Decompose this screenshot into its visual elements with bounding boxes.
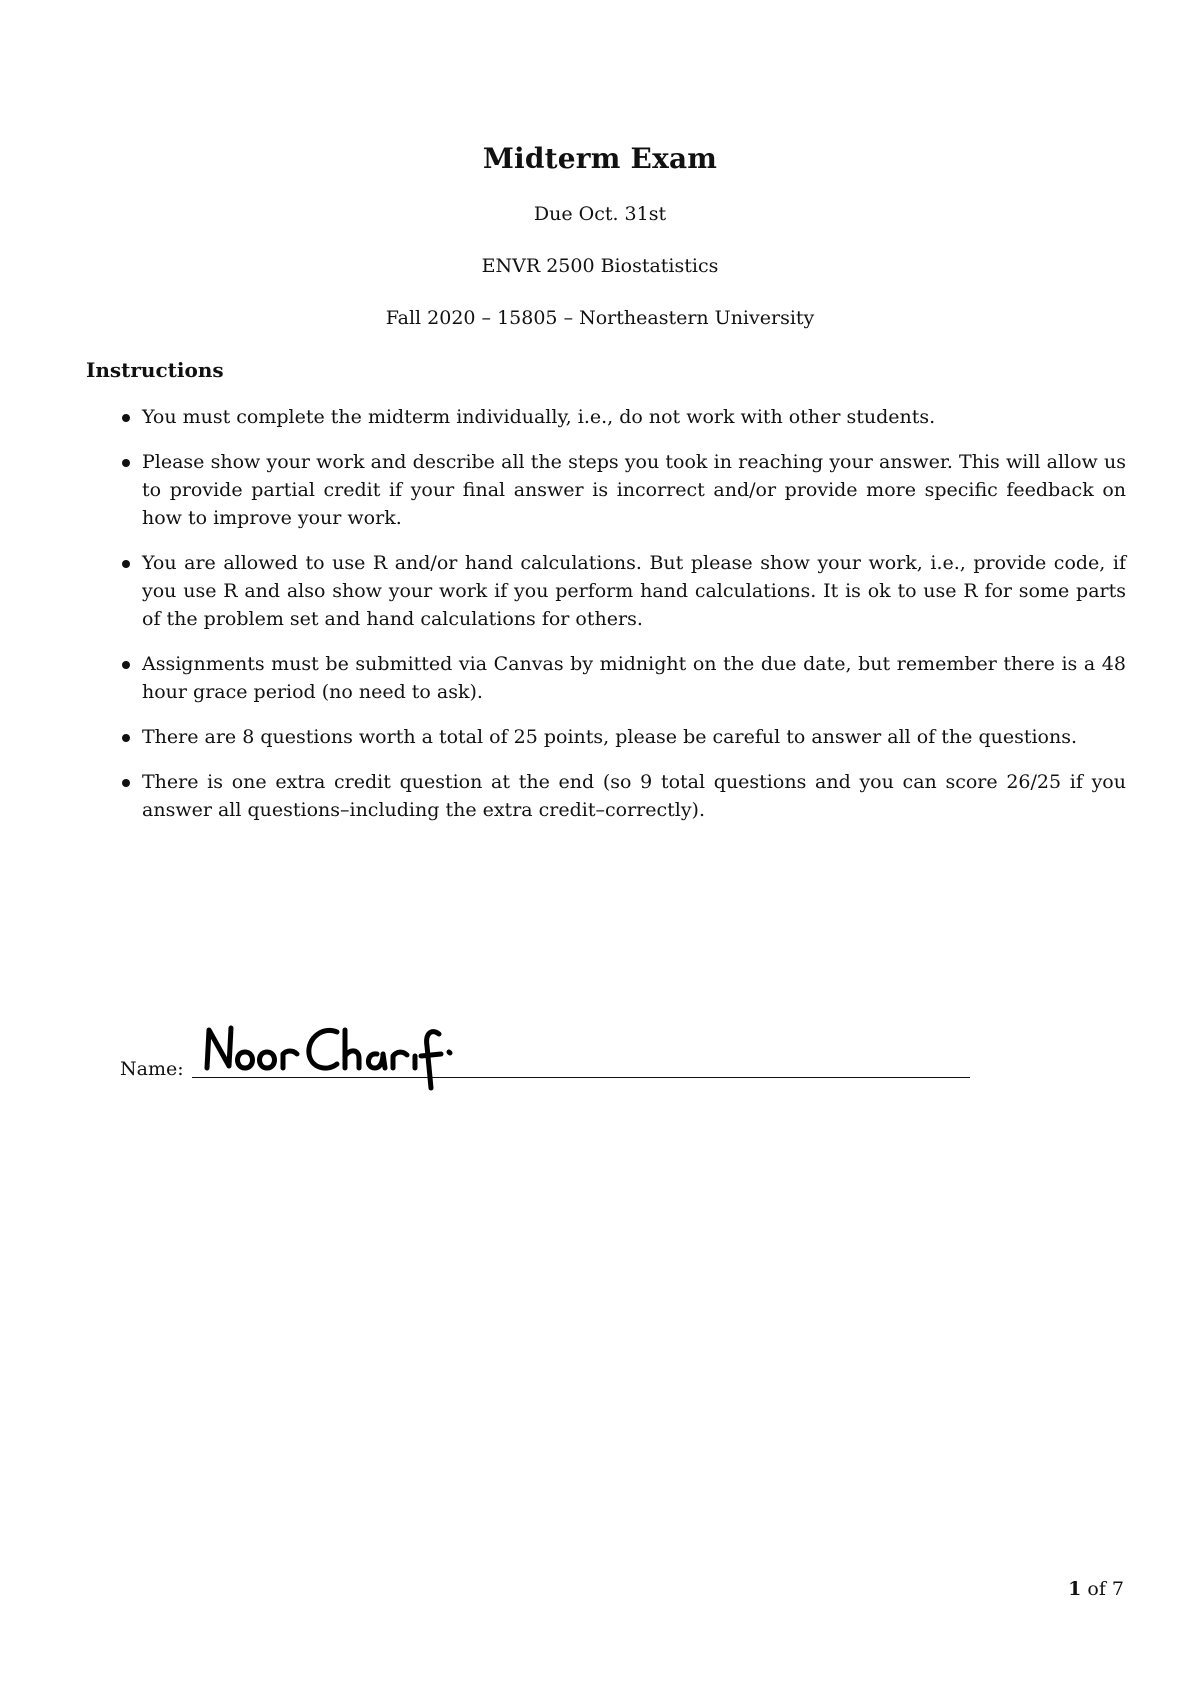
page-current: 1 xyxy=(1068,1578,1082,1600)
page-separator: of xyxy=(1087,1578,1106,1600)
list-item xyxy=(86,448,1126,532)
page-number xyxy=(1068,1578,1124,1600)
instruction-text: Assignments must be submitted via Canvas by midnight on the due date, but remember there is a 48 hour grace period (no need to ask). xyxy=(142,653,1126,703)
instructions-heading: Instructions xyxy=(86,358,224,382)
bullet-icon xyxy=(122,459,130,467)
handwritten-signature xyxy=(195,1016,455,1096)
bullet-icon xyxy=(122,734,130,742)
instructions-list xyxy=(86,403,1126,841)
name-label: Name: xyxy=(120,1058,184,1080)
page-total: 7 xyxy=(1111,1578,1124,1600)
list-item xyxy=(86,768,1126,824)
bullet-icon xyxy=(122,414,130,422)
list-item xyxy=(86,403,1126,431)
name-field[interactable] xyxy=(120,1022,970,1092)
instruction-text: Please show your work and describe all the steps you took in reaching your answer. This will allow us to provide partial credit if your final answer is incorrect and/or provide more specific feedback on how to improve your work. xyxy=(142,451,1126,529)
list-item xyxy=(86,650,1126,706)
course-name: ENVR 2500 Biostatistics xyxy=(481,255,719,277)
list-item xyxy=(86,723,1126,751)
instruction-text: You must complete the midterm individually, i.e., do not work with other students. xyxy=(142,406,936,428)
bullet-icon xyxy=(122,661,130,669)
due-date: Due Oct. 31st xyxy=(533,203,667,225)
term-info: Fall 2020 – 15805 – Northeastern University xyxy=(385,307,815,329)
instruction-text: You are allowed to use R and/or hand calculations. But please show your work, i.e., provide code, if you use R and also show your work if you perform hand calculations. It is ok to use R for some parts of the problem set and hand calculations for others. xyxy=(142,552,1126,630)
page-title: Midterm Exam xyxy=(482,142,718,175)
bullet-icon xyxy=(122,560,130,568)
bullet-icon xyxy=(122,779,130,787)
instruction-text: There is one extra credit question at the end (so 9 total questions and you can score 26/25 if you answer all questions–including the extra credit–correctly). xyxy=(142,771,1126,821)
list-item xyxy=(86,549,1126,633)
instruction-text: There are 8 questions worth a total of 25 points, please be careful to answer all of the questions. xyxy=(142,726,1078,748)
